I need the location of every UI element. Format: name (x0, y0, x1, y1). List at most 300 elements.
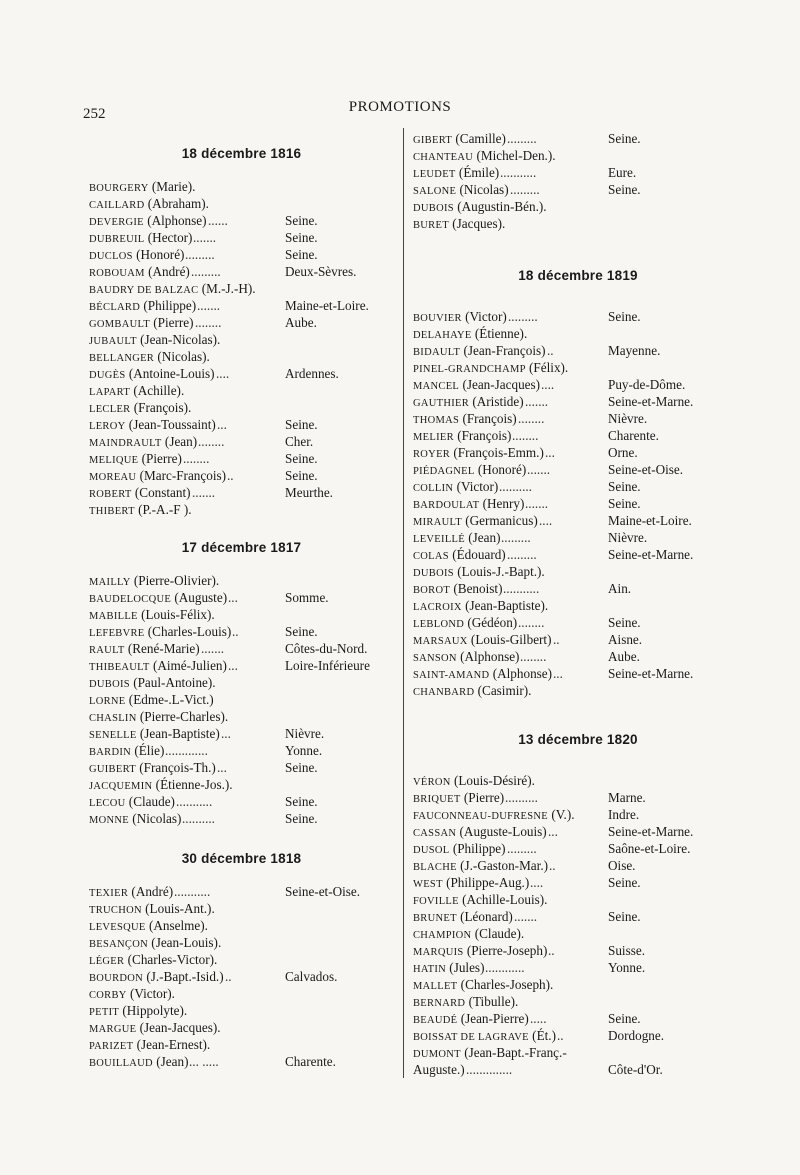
entry-department: Seine-et-Marne. (608, 824, 694, 839)
promotion-entry (413, 1010, 743, 1027)
promotion-entry (413, 874, 743, 891)
entry-given-name: (Étienne). (471, 326, 528, 341)
entry-leader-dots: ............ (485, 960, 525, 975)
entry-department: Charente. (608, 428, 659, 443)
promotion-entry (89, 623, 394, 640)
promotion-entry (413, 682, 743, 699)
entry-given-name: (Louis-Gilbert) (467, 632, 552, 647)
promotion-entry (413, 563, 743, 580)
entry-given-name: (Claude) (125, 794, 175, 809)
entry-leader-dots: ........... (500, 165, 537, 180)
promotion-entry (413, 461, 743, 478)
promotion-entry (89, 640, 394, 657)
entry-surname: BRIQUET (413, 794, 461, 805)
entry-given-name: (Nicolas). (154, 349, 210, 364)
entry-surname: DUBOIS (413, 203, 454, 214)
promotion-entry (413, 891, 743, 908)
entry-given-name: (Anselme). (145, 918, 208, 933)
entry-department: Charente. (285, 1054, 336, 1069)
entry-given-name: (Casimir). (474, 683, 532, 698)
entry-leader-dots: ........ (198, 434, 225, 449)
entry-given-name: (Jean-Louis). (148, 935, 222, 950)
entry-surname: THIBERT (89, 506, 135, 517)
entry-surname: GUIBERT (89, 764, 136, 775)
entry-department: Seine. (285, 794, 318, 809)
entry-surname: PARIZET (89, 1041, 134, 1052)
entry-given-name: (Benoist) (450, 581, 503, 596)
entry-given-name: (Pierre-Olivier). (130, 573, 220, 588)
entry-department: Deux-Sèvres. (285, 264, 357, 279)
running-head: PROMOTIONS (348, 99, 452, 115)
entry-given-name: (Jean-Jacques). (136, 1020, 221, 1035)
entry-given-name: (André) (144, 264, 190, 279)
entry-given-name: (Pierre-Charles). (136, 709, 229, 724)
entry-surname: GIBERT (413, 135, 453, 146)
promotion-entry (89, 399, 394, 416)
entry-leader-dots: ........... (503, 581, 540, 596)
entry-given-name: (Jean-Pierre) (457, 1011, 529, 1026)
entry-leader-dots: .. (548, 943, 555, 958)
entry-given-name: (François-Emm.) (450, 445, 544, 460)
entry-given-name: (Honoré) (132, 247, 185, 262)
entry-department: Puy-de-Dôme. (608, 377, 686, 392)
entry-department: Seine. (608, 182, 641, 197)
entry-leader-dots: ....... (527, 462, 551, 477)
entry-surname: MARQUIS (413, 947, 464, 958)
entry-department: Calvados. (285, 969, 338, 984)
entry-surname: DELAHAYE (413, 330, 472, 341)
entry-surname: BOURGERY (89, 183, 149, 194)
entry-surname: LEBLOND (413, 619, 465, 630)
entry-leader-dots: .. (225, 969, 232, 984)
entry-surname: DUSOL (413, 845, 450, 856)
entry-surname: CHANTEAU (413, 152, 474, 163)
entry-surname: ROYER (413, 449, 451, 460)
entry-surname: BRUNET (413, 913, 457, 924)
entry-surname: MELIQUE (89, 455, 139, 466)
entry-surname: BOISSAT DE LAGRAVE (413, 1032, 529, 1043)
entry-leader-dots: ......... (508, 309, 538, 324)
entry-department: Seine-et-Marne. (608, 666, 694, 681)
entry-given-name: (Étienne-Jos.). (152, 777, 233, 792)
entry-surname: MELIER (413, 432, 454, 443)
entry-department: Suisse. (608, 943, 646, 958)
promotion-entry (413, 529, 743, 546)
promotion-entry (89, 1002, 394, 1019)
promotion-entry (413, 857, 743, 874)
entry-surname: BÉCLARD (89, 302, 141, 313)
entry-surname: BAUDELOCQUE (89, 594, 172, 605)
entry-surname: HATIN (413, 964, 446, 975)
entry-given-name: (Pierre) (460, 790, 505, 805)
promotion-entry (89, 776, 394, 793)
entry-given-name: (Félix). (525, 360, 569, 375)
entry-surname: FAUCONNEAU-DUFRESNE (413, 811, 549, 822)
entry-surname: CHANBARD (413, 687, 475, 698)
entry-department: Cher. (285, 434, 314, 449)
entry-department: Ardennes. (285, 366, 339, 381)
entry-given-name: (Jean) (152, 1054, 189, 1069)
entry-given-name: (Camille) (452, 131, 506, 146)
promotion-entry (413, 597, 743, 614)
promotion-entry (89, 1053, 394, 1070)
entry-given-name: (Gédéon) (464, 615, 518, 630)
promotion-entry (413, 580, 743, 597)
entry-department: Aisne. (608, 632, 643, 647)
entry-leader-dots: ... (548, 824, 558, 839)
entry-surname: BOROT (413, 585, 451, 596)
promotion-entry (413, 789, 743, 806)
entry-surname: CAILLARD (89, 200, 145, 211)
entry-leader-dots: ......... (507, 841, 537, 856)
promotion-entry (413, 546, 743, 563)
promotion-entry (413, 959, 743, 976)
promotion-entry (89, 178, 394, 195)
entry-leader-dots: ....... (193, 230, 217, 245)
promotion-entry (413, 614, 743, 631)
entry-given-name: (Ét.) (528, 1028, 556, 1043)
entry-department: Maine-et-Loire. (608, 513, 692, 528)
entry-surname: MAILLY (89, 577, 131, 588)
entry-leader-dots: .......... (499, 479, 532, 494)
entry-given-name: (Jean-François) (460, 343, 546, 358)
section-heading: 30 décembre 1818 (181, 851, 302, 866)
entry-surname: LÉGER (89, 956, 125, 967)
entry-department: Seine. (608, 309, 641, 324)
entry-surname: TEXIER (89, 888, 129, 899)
entry-surname: PIÉDAGNEL (413, 466, 475, 477)
entry-leader-dots: ... (217, 417, 227, 432)
entry-department: Eure. (608, 165, 637, 180)
entry-surname: GOMBAULT (89, 319, 150, 330)
entry-surname: WEST (413, 879, 443, 890)
entry-leader-dots: .... (530, 875, 544, 890)
promotion-entry (89, 484, 394, 501)
promotion-entry (89, 246, 394, 263)
entry-given-name: (Claude). (471, 926, 525, 941)
entry-surname: DUBOIS (89, 679, 130, 690)
promotion-entry (413, 925, 743, 942)
entry-given-name: (Louis-J.-Bapt.). (453, 564, 545, 579)
entry-given-name: (Aristide) (469, 394, 524, 409)
promotion-entry (413, 772, 743, 789)
promotion-entry (89, 501, 394, 518)
entry-surname: CORBY (89, 990, 127, 1001)
column-divider (403, 128, 404, 1078)
entry-given-name: (Jean-Bapt.-Franç.- (460, 1045, 567, 1060)
entry-given-name: (Émile) (455, 165, 500, 180)
promotion-entry (89, 1019, 394, 1036)
entry-given-name: (Paul-Antoine). (129, 675, 216, 690)
promotion-entry (413, 444, 743, 461)
entry-given-name: (Jean-Baptiste) (136, 726, 220, 741)
entry-surname: MARGUE (89, 1024, 137, 1035)
entry-leader-dots: ........... (176, 794, 213, 809)
entry-surname: COLAS (413, 551, 449, 562)
entry-department: Meurthe. (285, 485, 333, 500)
entry-leader-dots: ....... (197, 298, 221, 313)
entry-department: Yonne. (608, 960, 646, 975)
entry-leader-dots: .. (232, 624, 239, 639)
entry-surname: LORNE (89, 696, 126, 707)
promotion-entry (413, 840, 743, 857)
entry-name (89, 501, 192, 520)
entry-department: Aube. (285, 315, 317, 330)
promotion-entry (89, 917, 394, 934)
entry-given-name: (René-Marie) (124, 641, 200, 656)
entry-surname: LECLER (89, 404, 131, 415)
promotion-entry (89, 951, 394, 968)
entry-given-name: (Jean-Ernest). (133, 1037, 211, 1052)
entry-department: Saône-et-Loire. (608, 841, 691, 856)
entry-department: Seine. (285, 247, 318, 262)
entry-given-name: (Jean) (161, 434, 198, 449)
entry-surname: LECOU (89, 798, 126, 809)
entry-surname: CHASLIN (89, 713, 137, 724)
entry-given-name: (V.). (548, 807, 575, 822)
entry-given-name: (Antoine-Louis) (125, 366, 215, 381)
entry-department: Seine. (608, 615, 641, 630)
entry-department: Marne. (608, 790, 646, 805)
promotion-entry (413, 478, 743, 495)
entry-surname: SENELLE (89, 730, 137, 741)
entry-leader-dots: .. (553, 632, 560, 647)
entry-given-name: (Philippe) (140, 298, 197, 313)
entry-department: Aube. (608, 649, 640, 664)
promotion-entry (89, 985, 394, 1002)
entry-leader-dots: ... (217, 760, 227, 775)
entry-given-name: (J.-Gaston-Mar.) (456, 858, 549, 873)
entry-leader-dots: ... (228, 590, 238, 605)
entry-department: Seine. (608, 131, 641, 146)
promotion-entry (89, 212, 394, 229)
promotion-entry (413, 308, 743, 325)
promotion-entry (413, 512, 743, 529)
entry-leader-dots: .... (216, 366, 230, 381)
entry-surname: BIDAULT (413, 347, 461, 358)
entry-surname: DUCLOS (89, 251, 133, 262)
entry-surname: MAINDRAULT (89, 438, 162, 449)
entry-given-name: (Augustin-Bén.). (453, 199, 547, 214)
entry-leader-dots: ......... (507, 131, 537, 146)
entry-given-name: (Élie) (131, 743, 165, 758)
entry-surname: BOURDON (89, 973, 144, 984)
entry-leader-dots: ... ..... (189, 1054, 219, 1069)
entry-leader-dots: ........ (518, 615, 545, 630)
entry-given-name: (Jean-Toussaint) (125, 417, 216, 432)
promotion-entry (89, 297, 394, 314)
promotion-entry (89, 759, 394, 776)
promotion-entry (89, 725, 394, 742)
promotion-entry (413, 376, 743, 393)
entry-leader-dots: .. (557, 1028, 564, 1043)
entry-given-name: Auguste.) (413, 1062, 465, 1077)
entry-department: Seine. (285, 230, 318, 245)
entry-surname: LEROY (89, 421, 126, 432)
entry-department: Seine. (285, 624, 318, 639)
entry-department: Indre. (608, 807, 640, 822)
entry-surname: DUGÈS (89, 370, 126, 381)
entry-department: Ain. (608, 581, 632, 596)
promotion-entry (89, 331, 394, 348)
entry-leader-dots: .......... (182, 811, 215, 826)
promotion-entry (89, 793, 394, 810)
entry-surname: BLACHE (413, 862, 457, 873)
entry-given-name: (Edme-.L-Vict.) (125, 692, 214, 707)
entry-given-name: (Victor) (461, 309, 507, 324)
promotion-entry (89, 348, 394, 365)
promotion-entry (89, 195, 394, 212)
promotion-entry (89, 934, 394, 951)
entry-leader-dots: ......... (501, 530, 531, 545)
entry-given-name: (Philippe) (449, 841, 506, 856)
entry-given-name: (Jacques). (448, 216, 506, 231)
promotion-entry (89, 263, 394, 280)
entry-given-name: (Alphonse) (456, 649, 520, 664)
promotion-entry (413, 908, 743, 925)
promotion-entry (89, 674, 394, 691)
entry-department: Seine. (608, 909, 641, 924)
entry-surname: FOVILLE (413, 896, 459, 907)
entry-surname: DUBOIS (413, 568, 454, 579)
entry-surname: LACROIX (413, 602, 462, 613)
entry-surname: BARDOULAT (413, 500, 480, 511)
entry-department: Seine. (285, 468, 318, 483)
entry-leader-dots: .... (541, 377, 555, 392)
entry-leader-dots: ....... (525, 394, 549, 409)
entry-given-name: (M.-J.-H). (198, 281, 256, 296)
promotion-entry (89, 416, 394, 433)
entry-department: Loire-Inférieure (285, 658, 370, 673)
entry-leader-dots: ........ (183, 451, 210, 466)
promotion-entry (89, 1036, 394, 1053)
entry-leader-dots: .. (227, 468, 234, 483)
entry-leader-dots: ........ (512, 428, 539, 443)
section-heading: 17 décembre 1817 (181, 540, 302, 555)
entry-given-name: (Hippolyte). (119, 1003, 188, 1018)
entry-surname: MOREAU (89, 472, 137, 483)
promotion-entry (413, 1061, 743, 1078)
entry-department: Seine. (285, 811, 318, 826)
entry-given-name: (Jean-Nicolas). (136, 332, 221, 347)
entry-surname: RAULT (89, 645, 125, 656)
entry-department: Seine. (608, 1011, 641, 1026)
entry-department: Seine. (608, 496, 641, 511)
entry-given-name: (Constant) (131, 485, 191, 500)
entry-department: Somme. (285, 590, 329, 605)
entry-given-name: (Victor). (126, 986, 175, 1001)
entry-surname: MONNE (89, 815, 129, 826)
entry-given-name: (Henry) (479, 496, 525, 511)
entry-given-name: (Honoré) (474, 462, 527, 477)
entry-surname: MALLET (413, 981, 458, 992)
promotion-entry (413, 823, 743, 840)
entry-surname: LEUDET (413, 169, 456, 180)
promotion-entry (89, 382, 394, 399)
entry-given-name: (Jean-Baptiste). (461, 598, 549, 613)
entry-leader-dots: ... (553, 666, 563, 681)
promotion-entry (413, 665, 743, 682)
entry-given-name: (P.-A.-F ). (134, 502, 192, 517)
entry-department: Nièvre. (608, 530, 648, 545)
promotion-entry (89, 572, 394, 589)
entry-leader-dots: .. (547, 343, 554, 358)
promotion-entry (89, 365, 394, 382)
promotion-entry (89, 657, 394, 674)
entry-department: Seine. (608, 875, 641, 890)
entry-department: Seine. (285, 760, 318, 775)
entry-name (413, 682, 531, 701)
entry-leader-dots: ......... (185, 247, 215, 262)
entry-department: Nièvre. (608, 411, 648, 426)
entry-name (89, 1053, 188, 1072)
promotion-entry (89, 883, 394, 900)
entry-surname: BARDIN (89, 747, 132, 758)
entry-department: Seine. (285, 451, 318, 466)
entry-given-name: (Victor) (453, 479, 499, 494)
entry-surname: TRUCHON (89, 905, 142, 916)
entry-given-name: (Pierre) (138, 451, 182, 466)
entry-surname: BESANÇON (89, 939, 148, 950)
promotion-entry (89, 708, 394, 725)
entry-given-name: (Jules) (446, 960, 485, 975)
promotion-entry (413, 1027, 743, 1044)
promotion-entry (413, 1044, 743, 1061)
promotion-entry (89, 742, 394, 759)
entry-surname: VÉRON (413, 777, 451, 788)
entry-given-name: (Édouard) (448, 547, 506, 562)
entry-given-name: (Alphonse) (143, 213, 207, 228)
entry-given-name: (Aimé-Julien) (149, 658, 227, 673)
promotion-entry (89, 450, 394, 467)
entry-department: Seine-et-Oise. (608, 462, 684, 477)
entry-surname: LEVEILLÉ (413, 534, 465, 545)
promotion-entry (89, 589, 394, 606)
entry-given-name: (Jean-Jacques) (459, 377, 541, 392)
entry-given-name: (Marc-François) (136, 468, 227, 483)
entry-leader-dots: ... (228, 658, 238, 673)
entry-surname: LEFEBVRE (89, 628, 145, 639)
entry-department: Dordogne. (608, 1028, 665, 1043)
entry-leader-dots: ..... (530, 1011, 547, 1026)
entry-department: Côte-d'Or. (608, 1062, 663, 1077)
promotion-entry (89, 280, 394, 297)
entry-surname: DUMONT (413, 1049, 461, 1060)
entry-given-name: (Louis-Désiré). (450, 773, 535, 788)
entry-given-name: (Abraham). (144, 196, 209, 211)
entry-surname: MIRAULT (413, 517, 462, 528)
entry-given-name: (Tibulle). (465, 994, 519, 1009)
entry-leader-dots: ......... (510, 182, 540, 197)
entry-surname: LAPART (89, 387, 131, 398)
promotion-entry (413, 495, 743, 512)
entry-department: Oise. (608, 858, 636, 873)
promotion-entry (413, 325, 743, 342)
section-heading: 18 décembre 1816 (181, 146, 302, 161)
entry-surname: PINEL-GRANDCHAMP (413, 364, 526, 375)
entry-leader-dots: ....... (525, 496, 549, 511)
promotion-entry (89, 606, 394, 623)
entry-leader-dots: ... (545, 445, 555, 460)
entry-leader-dots: ...... (208, 213, 228, 228)
promotion-entry (413, 410, 743, 427)
entry-leader-dots: .. (549, 858, 556, 873)
promotion-entry (413, 648, 743, 665)
entry-given-name: (Philippe-Aug.) (442, 875, 530, 890)
entry-surname: BAUDRY DE BALZAC (89, 285, 199, 296)
entry-given-name: (Charles-Joseph). (457, 977, 554, 992)
entry-department: Seine-et-Oise. (285, 884, 361, 899)
